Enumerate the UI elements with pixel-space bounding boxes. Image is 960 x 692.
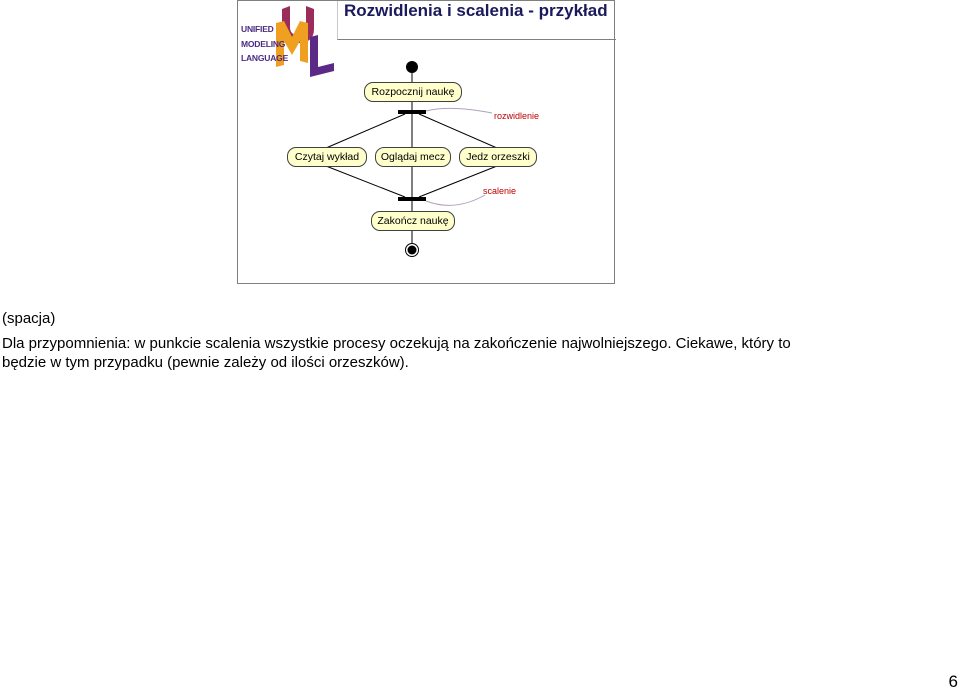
initial-node (406, 61, 418, 73)
note-join: scalenie (483, 186, 517, 196)
flow-fork-to-eat (419, 114, 497, 148)
reminder-text-line2: będzie w tym przypadku (pewnie zależy od ilości orzeszków). (2, 354, 409, 371)
join-note-connector (426, 195, 485, 205)
join-bar (398, 197, 426, 201)
logo-text-modeling: MODELING (241, 39, 286, 49)
action-watch-match: Oglądaj mecz (375, 147, 451, 167)
flow-fork-to-read (326, 114, 405, 148)
final-node-inner (408, 246, 417, 255)
action-finish-learning: Zakończ naukę (371, 211, 455, 231)
logo-text-language: LANGUAGE (241, 53, 289, 63)
slide-title: Rozwidlenia i scalenia - przykład (344, 1, 608, 20)
action-eat-nuts: Jedz orzeszki (459, 147, 537, 167)
fork-bar (398, 110, 426, 114)
action-start-learning: Rozpocznij naukę (364, 82, 462, 102)
note-fork: rozwidlenie (494, 111, 540, 121)
logo-text-unified: UNIFIED (241, 24, 274, 34)
page-number: 6 (948, 672, 958, 691)
reminder-text-line1: Dla przypomnienia: w punkcie scalenia wszystkie procesy oczekują na zakończenie najwolniejszego. Ciekawe, który to (2, 335, 791, 352)
spacer-text: (spacja) (2, 310, 56, 327)
fork-note-connector (426, 108, 492, 113)
flow-read-to-join (326, 166, 405, 197)
action-read-lecture: Czytaj wykład (287, 147, 367, 167)
